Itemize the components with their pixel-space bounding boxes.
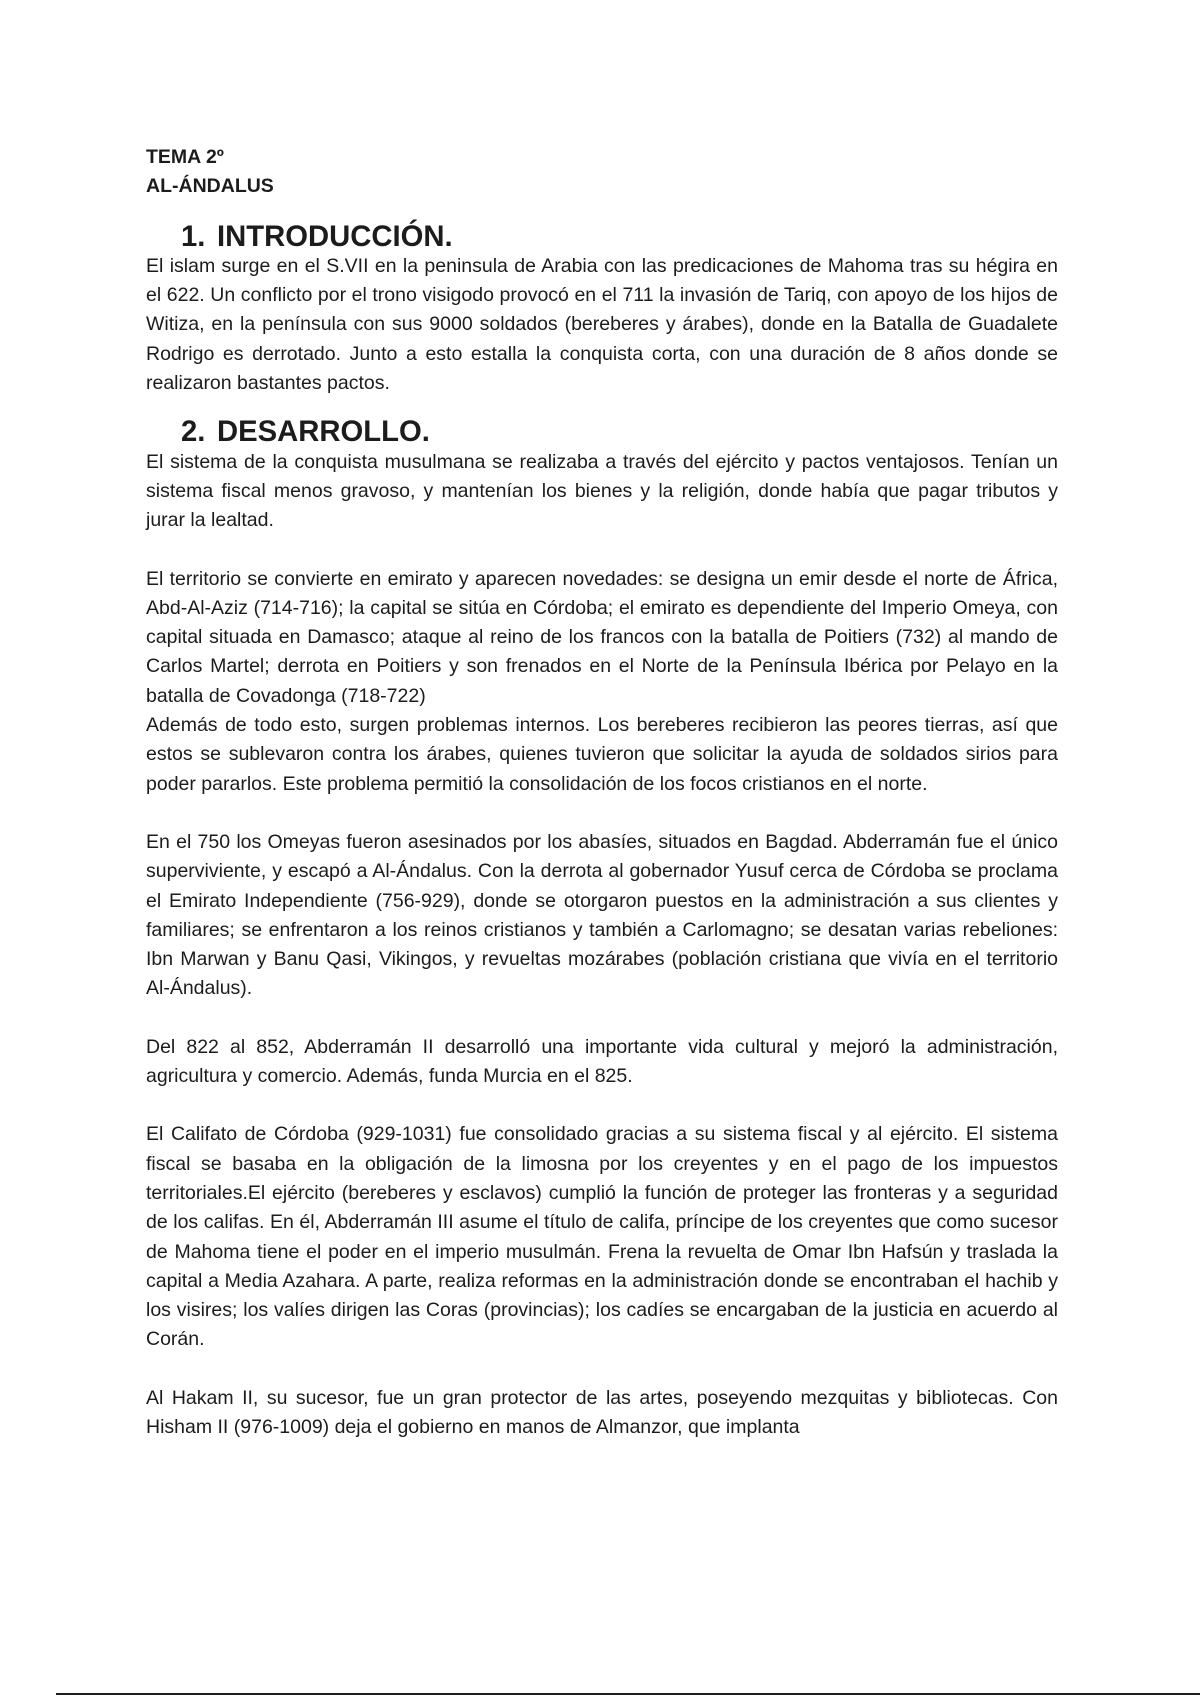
section-title: INTRODUCCIÓN. — [217, 220, 453, 253]
document-page — [146, 143, 1058, 1442]
paragraph: Al Hakam II, su sucesor, fue un gran protector de las artes, poseyendo mezquitas y bibliotecas. Con Hisham II (976-1009) deja el gobierno en manos de Almanzor, que implanta — [146, 1386, 1058, 1438]
section-heading-desarrollo — [146, 418, 1058, 447]
paragraph: En el 750 los Omeyas fueron asesinados por los abasíes, situados en Bagdad. Abderramán fue el único superviviente, y escapó a Al-Ándalus. Con la derrota al gobernador Yusuf cerca de Córdoba se proclama el Emirato Independiente (756-929), donde se otorgaron puestos en la administración a sus clientes y familiares; se enfrentaron a los reinos cristianos y también a Carlomagno; se desatan varias rebeliones: Ibn Marwan y Banu Qasi, Vikingos, y revueltas mozárabes (población cristiana que vivía en el territorio Al-Ándalus). — [146, 830, 1058, 1000]
document-topic: TEMA 2º — [146, 146, 224, 168]
paragraph: Además de todo esto, surgen problemas internos. Los bereberes recibieron las peores tierras, así que estos se sublevaron contra los árabes, quienes tuvieron que solicitar la ayuda de soldados sirios para poder pararlos. Este problema permitió la consolidación de los focos cristianos en el norte. — [146, 714, 1058, 795]
document-title: AL-ÁNDALUS — [146, 175, 274, 198]
paragraph: El sistema de la conquista musulmana se realizaba a través del ejército y pactos ventajosos. Tenían un sistema fiscal menos gravoso, y mantenían los bienes y la religión, donde había que pagar tributos y jurar la lealtad. — [146, 450, 1058, 532]
paragraph: El territorio se convierte en emirato y aparecen novedades: se designa un emir desde el norte de África, Abd-Al-Aziz (714-716); la capital se sitúa en Córdoba; el emirato es dependiente del Imperio Omeya, con capital situada en Damasco; ataque al reino de los francos con la batalla de Poitiers (732) al mando de Carlos Martel; derrota en Poitiers y son frenados en el Norte de la Península Ibérica por Pelayo en la batalla de Covadonga (718-722) — [146, 567, 1058, 707]
paragraph: Del 822 al 852, Abderramán II desarrolló una importante vida cultural y mejoró la administración, agricultura y comercio. Además, funda Murcia en el 825. — [146, 1035, 1058, 1088]
page-bottom-rule — [56, 1693, 1200, 1695]
paragraph: El Califato de Córdoba (929-1031) fue consolidado gracias a su sistema fiscal y al ejército. El sistema fiscal se basaba en la obligación de la limosna por los creyentes y en el pago de los impuestos territoriales.El ejército (bereberes y esclavos) cumplió la función de proteger las fronteras y a seguridad de los califas. En él, Abderramán III asume el título de califa, príncipe de los creyentes que como sucesor de Mahoma tiene el poder en el imperio musulmán. Frena la revuelta de Omar Ibn Hafsún y traslada la capital a Media Azahara. A parte, realiza reformas en la administración donde se encontraban el hachib y los visires; los valíes dirigen las Coras (provincias); los cadíes se encargaban de la justicia en acuerdo al Corán. — [146, 1123, 1058, 1351]
paragraph: El islam surge en el S.VII en la peninsula de Arabia con las predicaciones de Mahoma tras su hégira en el 622. Un conflicto por el trono visigodo provocó en el 711 la invasión de Tariq, con apoyo de los hijos de Witiza, en la península con sus 9000 soldados (bereberes y árabes), donde en la Batalla de Guadalete Rodrigo es derrotado. Junto a esto estalla la conquista corta, con una duración de 8 años donde se realizaron bastantes pactos. — [146, 254, 1058, 395]
section-heading-introduccion — [146, 220, 1058, 253]
section-number: 2. — [181, 416, 206, 449]
section-title: DESARROLLO. — [217, 416, 430, 449]
section-number: 1. — [181, 220, 206, 253]
